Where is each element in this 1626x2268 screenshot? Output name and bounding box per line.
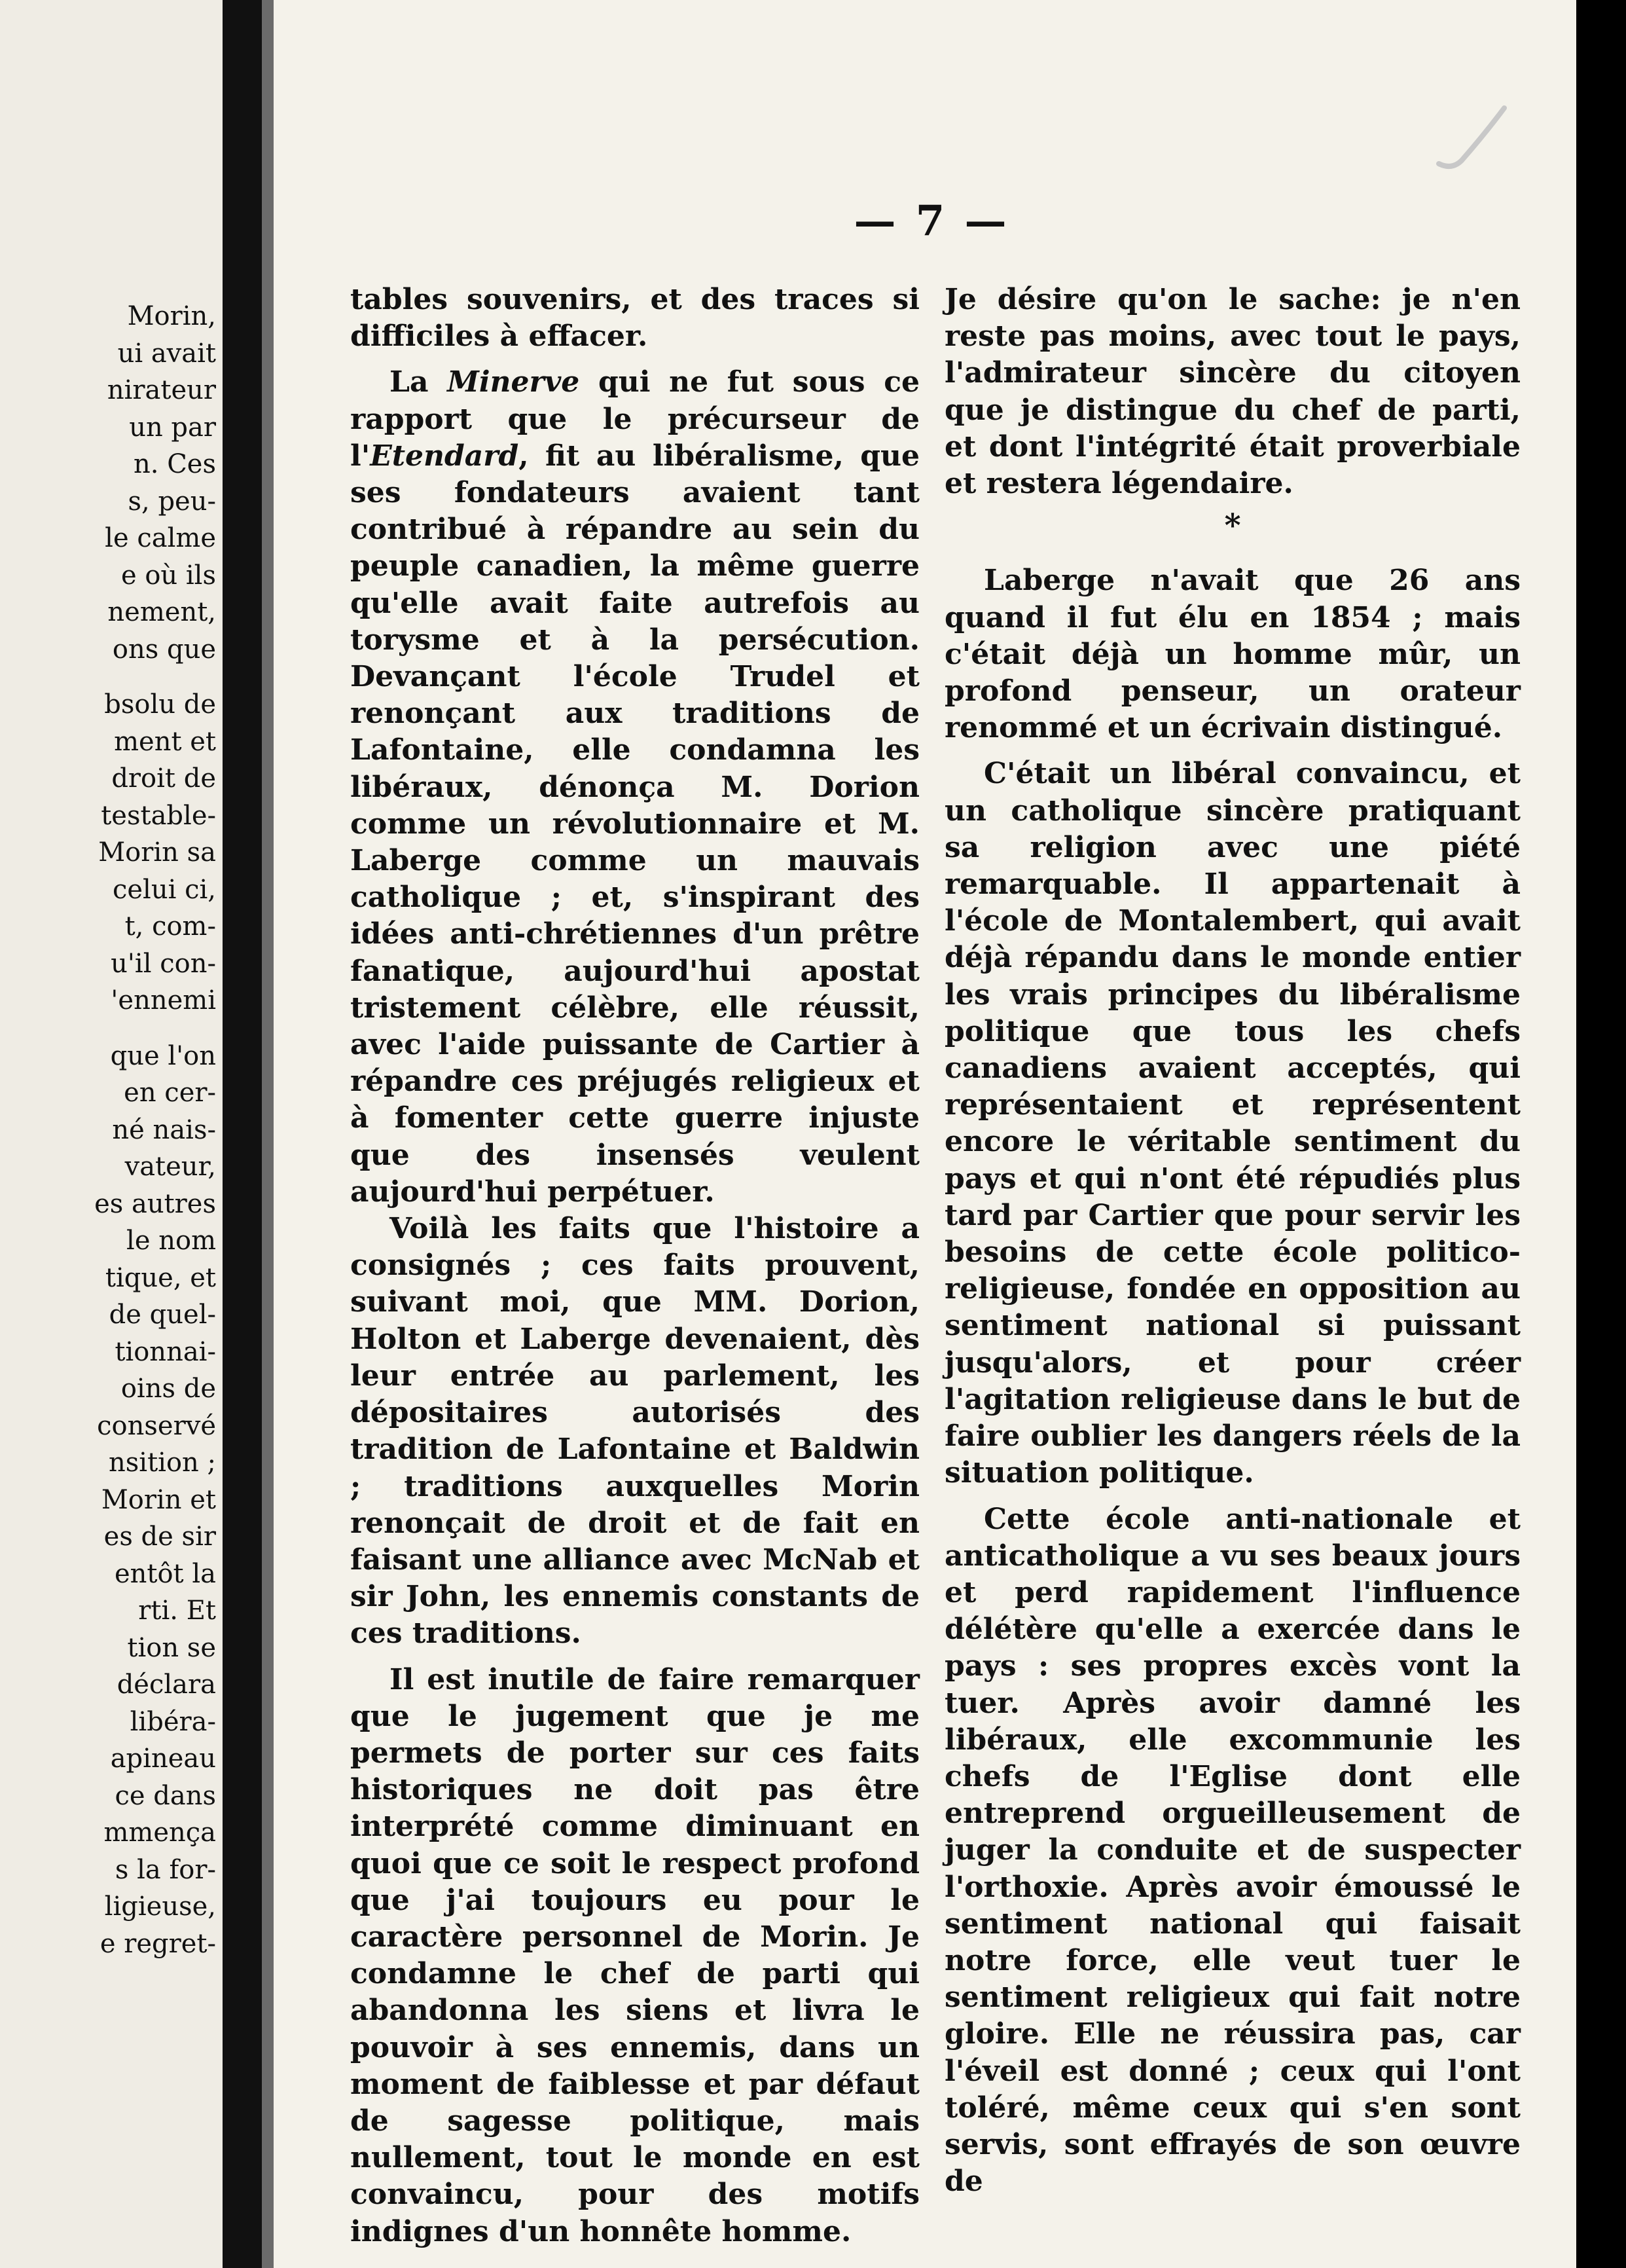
left-page-line: nirateur (107, 375, 216, 405)
left-page-line: u'il con- (111, 948, 216, 979)
left-page-line: t, com- (124, 911, 216, 942)
book-gutter (223, 0, 262, 2268)
left-page-line: ce dans (115, 1780, 216, 1811)
left-page-line: e où ils (120, 560, 216, 591)
left-page-line: ment et (114, 726, 216, 757)
left-page-line: testable- (101, 800, 216, 831)
left-page-line: le calme (105, 523, 216, 553)
left-page-line: tionnai- (115, 1336, 216, 1367)
paragraph: Voilà les faits que l'histoire a consignés ; ces faits prouvent, suivant moi, que MM. Dorion, Holton et Laberge devenaient, dès leur entrée au parlement, les dépositaires autorisés des tradition de Lafontaine et Baldwin ; traditions auxquelles Morin renonçait de droit et de fait en faisant une alliance avec McNab et sir John, les ennemis constants de ces traditions. (350, 1212, 920, 1651)
paragraph: La Minerve qui ne fut sous ce rapport que le précurseur de l'Etendard, fit au libéralisme, que ses fondateurs avaient tant contribué à répandre au sein du peuple canadien, la même guerre qu'elle avait faite autrefois au torysme et à la persécution. Devançant l'école Trudel et renonçant aux traditions de Lafontaine, elle condamna les libéraux, dénonça M. Dorion comme un révolutionnaire et M. Laberge comme un mauvais catholique ; et, s'inspirant des idées anti-chrétiennes d'un prêtre fanatique, aujourd'hui apostat tristement célèbre, elle réussit, avec l'aide puissante de Cartier à répandre ces préjugés religieux et à fomenter cette guerre injuste que des insensés veulent aujourd'hui perpétuer. (350, 365, 920, 1209)
left-page-line: bsolu de (104, 689, 216, 720)
section-separator: * (1224, 507, 1241, 545)
left-page-line: né nais- (112, 1114, 216, 1145)
left-page-line: nsition ; (109, 1448, 216, 1478)
left-page-line: entôt la (114, 1558, 216, 1589)
left-page-line: en cer- (124, 1078, 216, 1108)
left-page-line: droit de (111, 763, 216, 794)
left-page-line: le nom (126, 1226, 216, 1256)
left-page-line: s la for- (115, 1854, 216, 1885)
left-page-line: conservé (97, 1410, 216, 1441)
left-page-line: ui avait (117, 338, 216, 369)
left-page-line: s, peu- (128, 486, 216, 517)
left-page-line: mmença (103, 1818, 216, 1848)
paragraph: C'était un libéral convaincu, et un catholique sincère pratiquant sa religion avec une piété remarquable. Il appartenait à l'école de Montalembert, qui avait déjà répandu dans le monde entier les vrais principes du libéralisme politique que tous les chefs canadiens avaient acceptés, qui représentaient et représentent encore le véritable sentiment du pays et qui n'ont été répudiés plus tard par Cartier que pour servir les besoins de cette école politico-religieuse, fondée en opposition au sentiment national si puissant jusqu'alors, et pour créer l'agitation religieuse dans le but de faire oublier les dangers réels de la situation politique. (945, 757, 1521, 1490)
line-gap (0, 668, 216, 686)
left-page-line: es autres (94, 1188, 216, 1219)
left-page-line: que l'on (110, 1040, 216, 1071)
left-page-line: tion se (127, 1632, 216, 1663)
left-page-line: rti. Et (138, 1596, 216, 1626)
line-gap (0, 1019, 216, 1038)
paragraph: Laberge n'avait que 26 ans quand il fut élu en 1854 ; mais c'était déjà un homme mûr, un profond penseur, un orateur renommé et un écrivain distingué. (945, 564, 1521, 745)
left-page-line: Morin et (101, 1484, 216, 1515)
paragraph: Je désire qu'on le sache: je n'en reste pas moins, avec tout le pays, l'admirateur sincère du citoyen que je distingue du chef de parti, et dont l'intégrité était proverbiale et restera légendaire. (945, 283, 1521, 501)
paragraph: Cette école anti-nationale et anticatholique a vu ses beaux jours et perd rapidement l'influence délétère qu'elle a exercée dans le pays : ses propres excès vont la tuer. Après avoir damné les libéraux, elle excommunie les chefs de l'Eglise dont elle entreprend orgueilleusement de juger la conduite et de suspecter l'orthoxie. Après avoir émoussé le sentiment national qui faisait notre force, elle veut tuer le sentiment religieux qui fait notre gloire. Elle ne réussira pas, car l'éveil est donné ; ceux qui l'ont toléré, même ceux qui s'en sont servis, sont effrayés de son œuvre de (945, 1502, 1521, 2199)
left-page-line: déclara (117, 1670, 216, 1700)
book-spine (262, 0, 274, 2268)
left-page-line: vateur, (124, 1152, 216, 1182)
page-number: — 7 — (854, 196, 1009, 246)
scan-border (1576, 0, 1626, 2268)
left-page-line: celui ci, (112, 874, 216, 905)
text-column-left (350, 282, 920, 2250)
paragraph: tables souvenirs, et des traces si difficiles à effacer. (350, 283, 920, 354)
left-page-line: de quel- (109, 1300, 216, 1330)
left-page-line: ligieuse, (104, 1892, 216, 1922)
paragraph: Il est inutile de faire remarquer que le jugement que je me permets de porter sur ces faits historiques ne doit pas être interprété comme diminuant en quoi que ce soit le respect profond que j'ai toujours eu pour le caractère personnel de Morin. Je condamne le chef de parti qui abandonna les siens et livra le pouvoir à ses ennemis, dans un moment de faiblesse et par défaut de sagesse politique, mais nullement, tout le monde en est convaincu, pour des motifs indignes d'un honnête homme. (350, 1662, 920, 2248)
left-page-line: tique, et (105, 1262, 216, 1293)
left-page-text (0, 298, 216, 1962)
right-page (274, 0, 1576, 2268)
newspaper-title-etendard: Etendard (370, 439, 519, 473)
left-page-line: oins de (120, 1374, 216, 1404)
left-page-line: un par (129, 412, 216, 443)
left-page-line: Morin sa (98, 837, 216, 868)
left-page-line: e regret- (99, 1928, 216, 1959)
left-page-line: Morin, (127, 301, 216, 331)
left-page-line: apineau (110, 1744, 216, 1774)
left-page-line: libéra- (130, 1706, 216, 1737)
text-column-right (945, 282, 1521, 2200)
newspaper-title-minerve: Minerve (447, 365, 580, 399)
left-page-line: es de sir (103, 1522, 216, 1552)
left-page-line: nement, (107, 597, 216, 627)
left-page-fragment (0, 0, 223, 2268)
left-page-line: n. Ces (134, 449, 216, 479)
pencil-check-mark (1426, 98, 1511, 177)
left-page-line: ons que (112, 634, 216, 665)
left-page-line: 'ennemi (111, 985, 216, 1015)
